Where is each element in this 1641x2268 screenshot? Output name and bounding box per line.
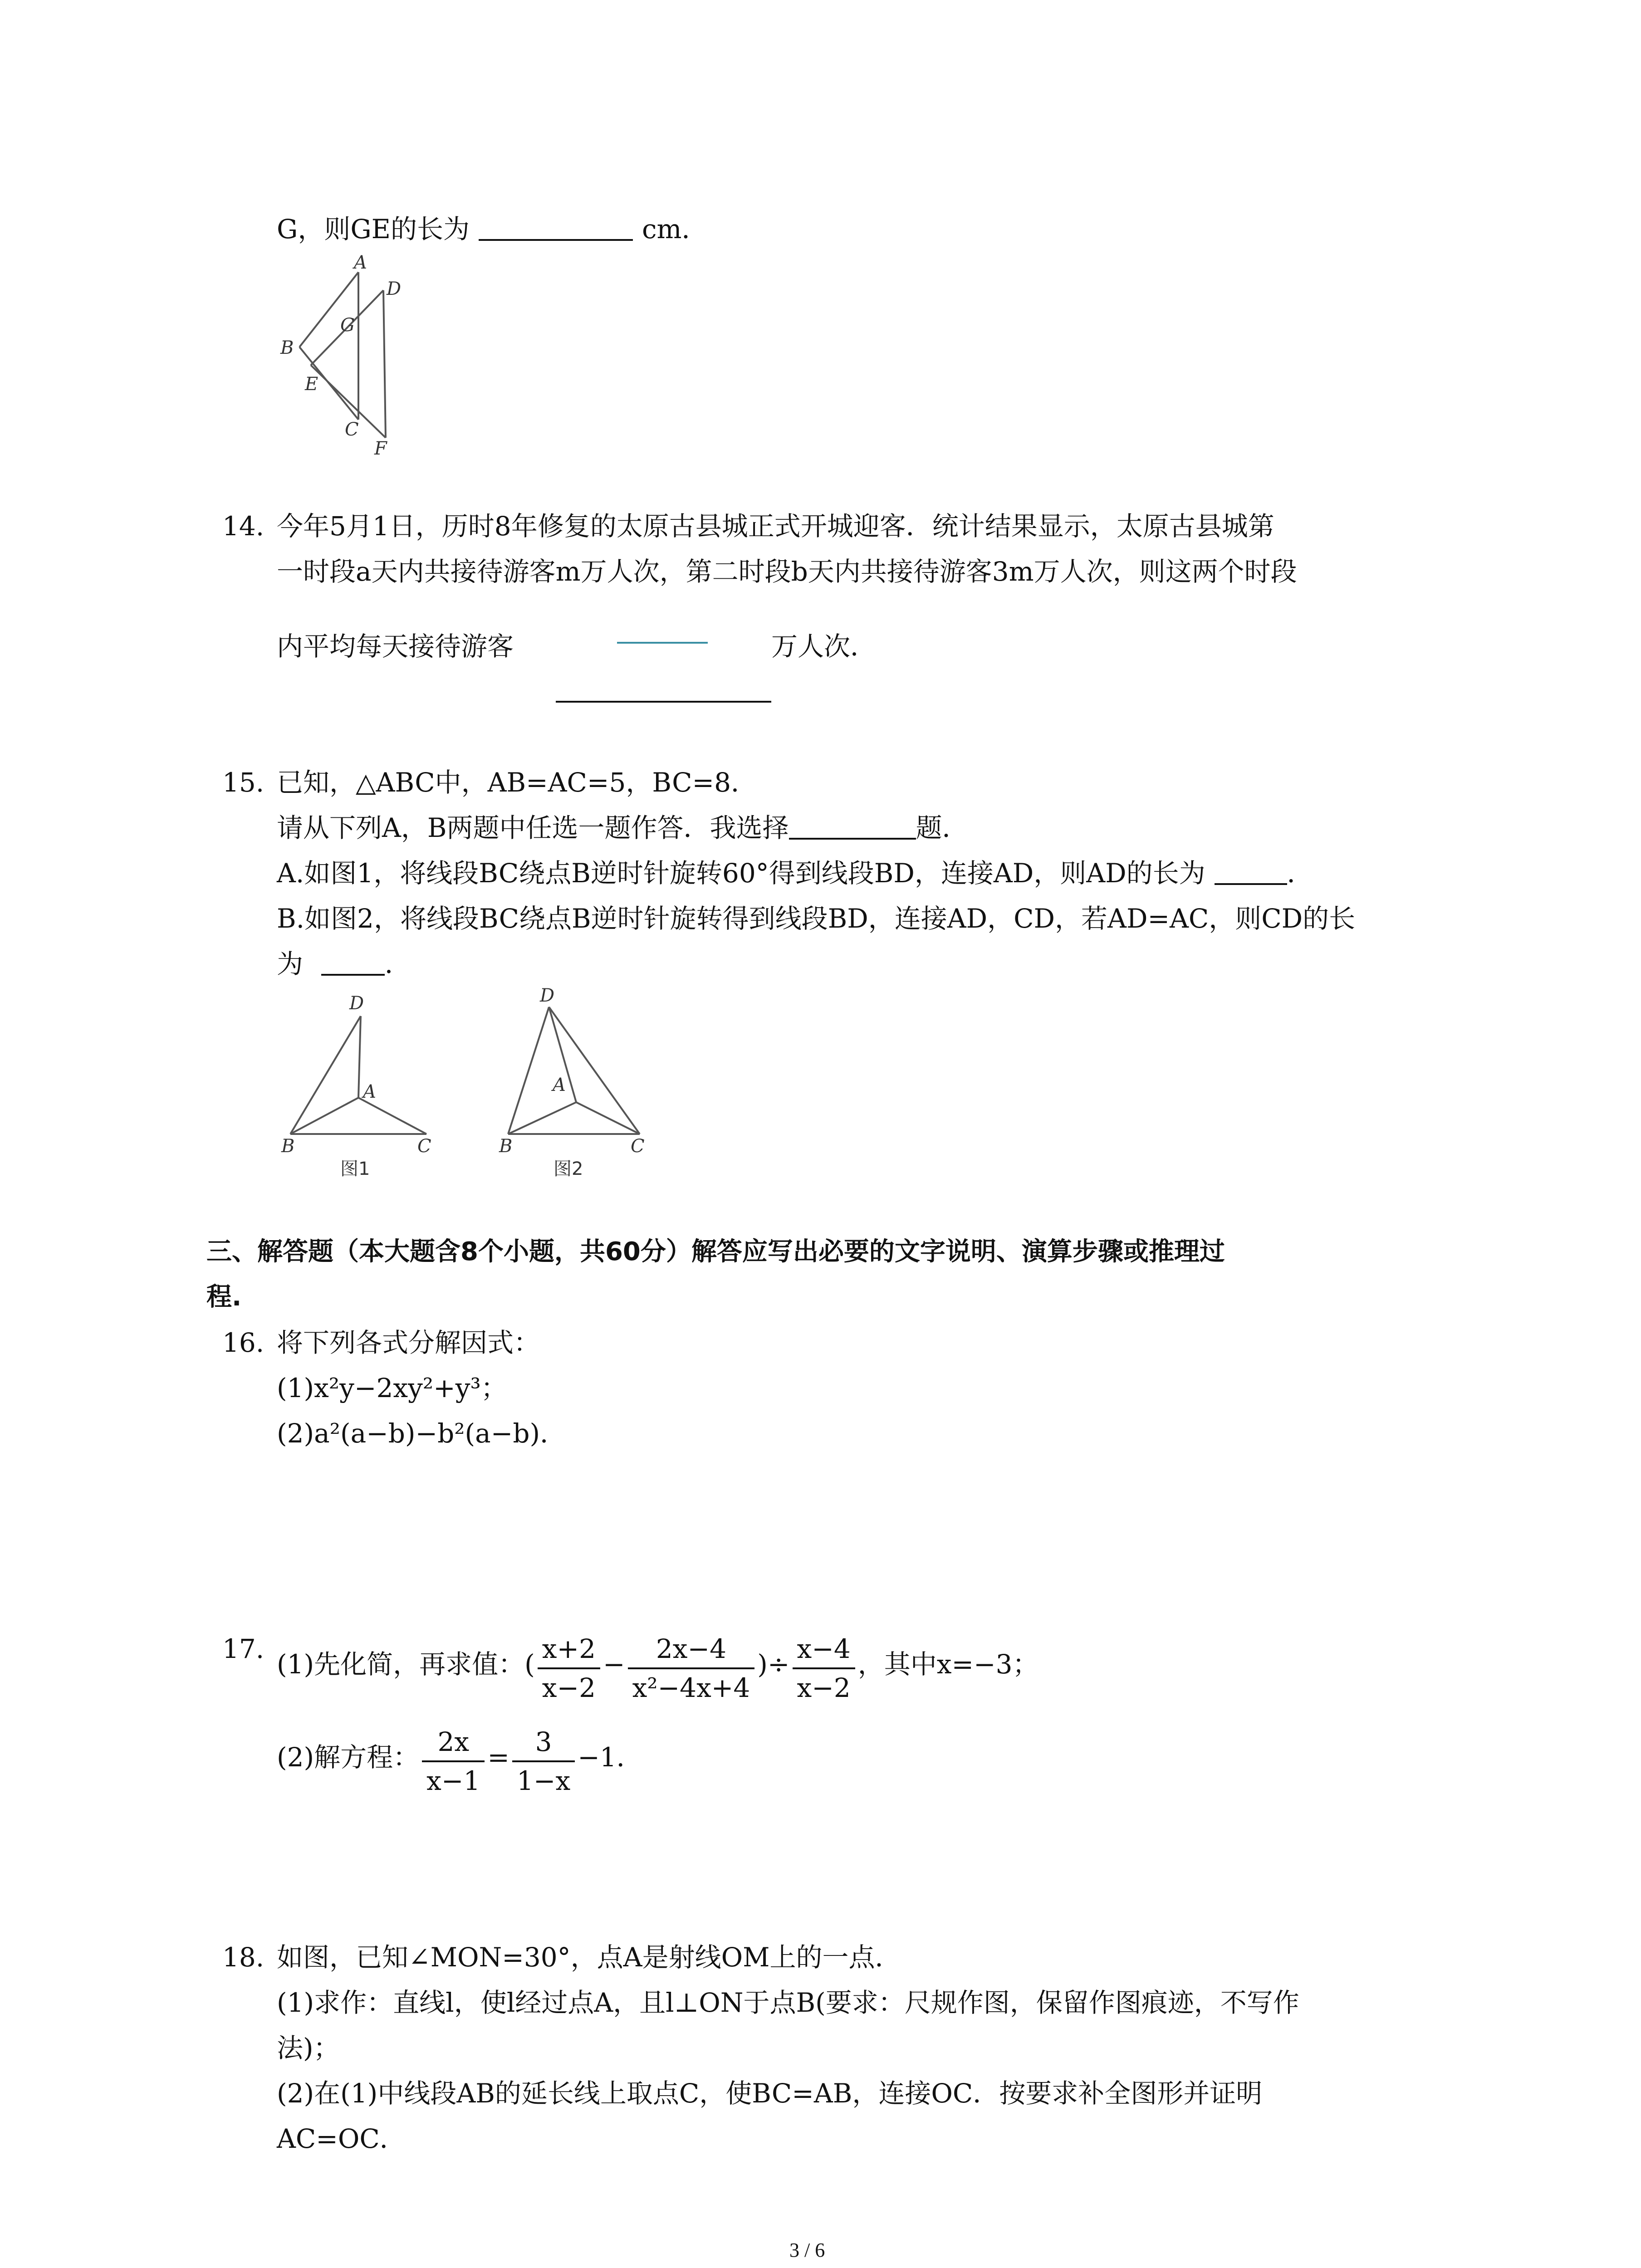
q18-line2: (1)求作：直线l，使l经过点A，且l⊥ON于点B(要求：尺规作图，保留作图痕迹，不写作 xyxy=(277,1987,1299,2018)
section-heading-line2: 程. xyxy=(206,1282,242,1312)
fraction-3: $\frac{x-4}{x-2}$ xyxy=(793,1633,855,1704)
q18-line1: 如图，已知∠MON=30°，点A是射线OM上的一点． xyxy=(277,1942,901,1973)
q16-part2: (2)a²(a−b)−b²(a−b)． xyxy=(277,1418,567,1449)
fig2-caption: 图2 xyxy=(554,1158,583,1179)
q15-line2: 请从下列A，B两题中任选一题作答．我选择 题． xyxy=(277,812,969,843)
fraction-1: $\frac{x+2}{x-2}$ xyxy=(538,1633,600,1704)
q16-number: 16. xyxy=(222,1327,265,1358)
q18-line4: (2)在(1)中线段AB的延长线上取点C，使BC=AB，连接OC．按要求补全图形并证明 xyxy=(277,2078,1263,2109)
q15-line5: 为 ． xyxy=(277,948,411,979)
q14-number: 14. xyxy=(222,511,265,542)
fig1-label-A: A xyxy=(363,1081,376,1102)
label-D: D xyxy=(387,279,402,299)
fraction-4: $\frac{2x}{x-1}$ xyxy=(422,1726,485,1797)
fig1-label-C: C xyxy=(417,1136,431,1157)
q14-answer-blank[interactable] xyxy=(556,701,771,703)
q17-part1: (1)先化简，再求值：( $\frac{x+2}{x-2}$ − $\frac{2x-4}{\text{x²−4x+4}}$ )÷ $\frac{x-4}{x-2}$ ，其中x=−3； xyxy=(277,1633,1039,1703)
label-C: C xyxy=(345,419,359,440)
q15-line3: A.如图1，将线段BC绕点B逆时针旋转60°得到线段BD，连接AD，则AD的长为 ． xyxy=(277,858,1313,889)
page-number: 3 / 6 xyxy=(789,2239,825,2261)
fraction-2: $\frac{2x-4}{\text{x²−4x+4}}$ xyxy=(628,1633,755,1704)
q14-line3b: 万人次． xyxy=(771,631,877,662)
label-A: A xyxy=(354,252,367,273)
q16-stem: 将下列各式分解因式： xyxy=(277,1327,540,1358)
fraction-5: $\frac{3}{1-x}$ xyxy=(512,1726,575,1797)
fig2-label-D: D xyxy=(540,985,555,1006)
fig2-label-B: B xyxy=(499,1136,513,1157)
q15-figure-2 xyxy=(495,985,676,1179)
answer-blank[interactable] xyxy=(479,216,633,241)
q17-number: 17. xyxy=(222,1633,265,1664)
q14-fraction-blank[interactable] xyxy=(617,642,708,644)
choice-blank[interactable] xyxy=(789,815,916,840)
section-heading-line1: 三、解答题（本大题含8个小题，共60分）解答应写出必要的文字说明、演算步骤或推理过 xyxy=(206,1237,1225,1266)
q18-line3: 法)； xyxy=(277,2033,340,2063)
fig2-label-A: A xyxy=(553,1075,566,1095)
q15-figure-1 xyxy=(272,989,454,1179)
label-B: B xyxy=(280,337,294,358)
q13-figure xyxy=(272,252,417,459)
q17-part2: (2)解方程： $\frac{2x}{x-1}$ = $\frac{3}{1-x}$ −1． xyxy=(277,1726,643,1796)
q18-number: 18. xyxy=(222,1942,265,1973)
fig2-label-C: C xyxy=(631,1136,645,1157)
answer-blank-a[interactable] xyxy=(1215,860,1287,885)
fig1-caption: 图1 xyxy=(340,1158,370,1179)
label-E: E xyxy=(305,374,318,395)
q15-line4: B.如图2，将线段BC绕点B逆时针旋转得到线段BD，连接AD，CD，若AD=AC，则CD的长 xyxy=(277,903,1356,934)
q15-line1: 已知，△ABC中，AB=AC=5，BC=8． xyxy=(277,767,758,798)
q15-number: 15. xyxy=(222,767,265,798)
label-G: G xyxy=(340,315,355,336)
q16-part1: (1)x²y−2xy²+y³； xyxy=(277,1373,507,1403)
answer-blank-b[interactable] xyxy=(321,951,385,976)
q14-line2: 一时段a天内共接待游客m万人次，第二时段b天内共接待游客3m万人次，则这两个时段 xyxy=(277,556,1297,587)
fig1-label-B: B xyxy=(281,1136,295,1157)
q18-line5: AC=OC． xyxy=(277,2123,406,2154)
fig1-label-D: D xyxy=(349,993,364,1014)
q14-line1: 今年5月1日，历时8年修复的太原古县城正式开城迎客．统计结果显示，太原古县城第 xyxy=(277,511,1274,542)
q13-line: G，则GE的长为 cm． xyxy=(277,214,708,244)
q14-line3a: 内平均每天接待游客 xyxy=(277,631,514,662)
label-F: F xyxy=(374,438,387,459)
